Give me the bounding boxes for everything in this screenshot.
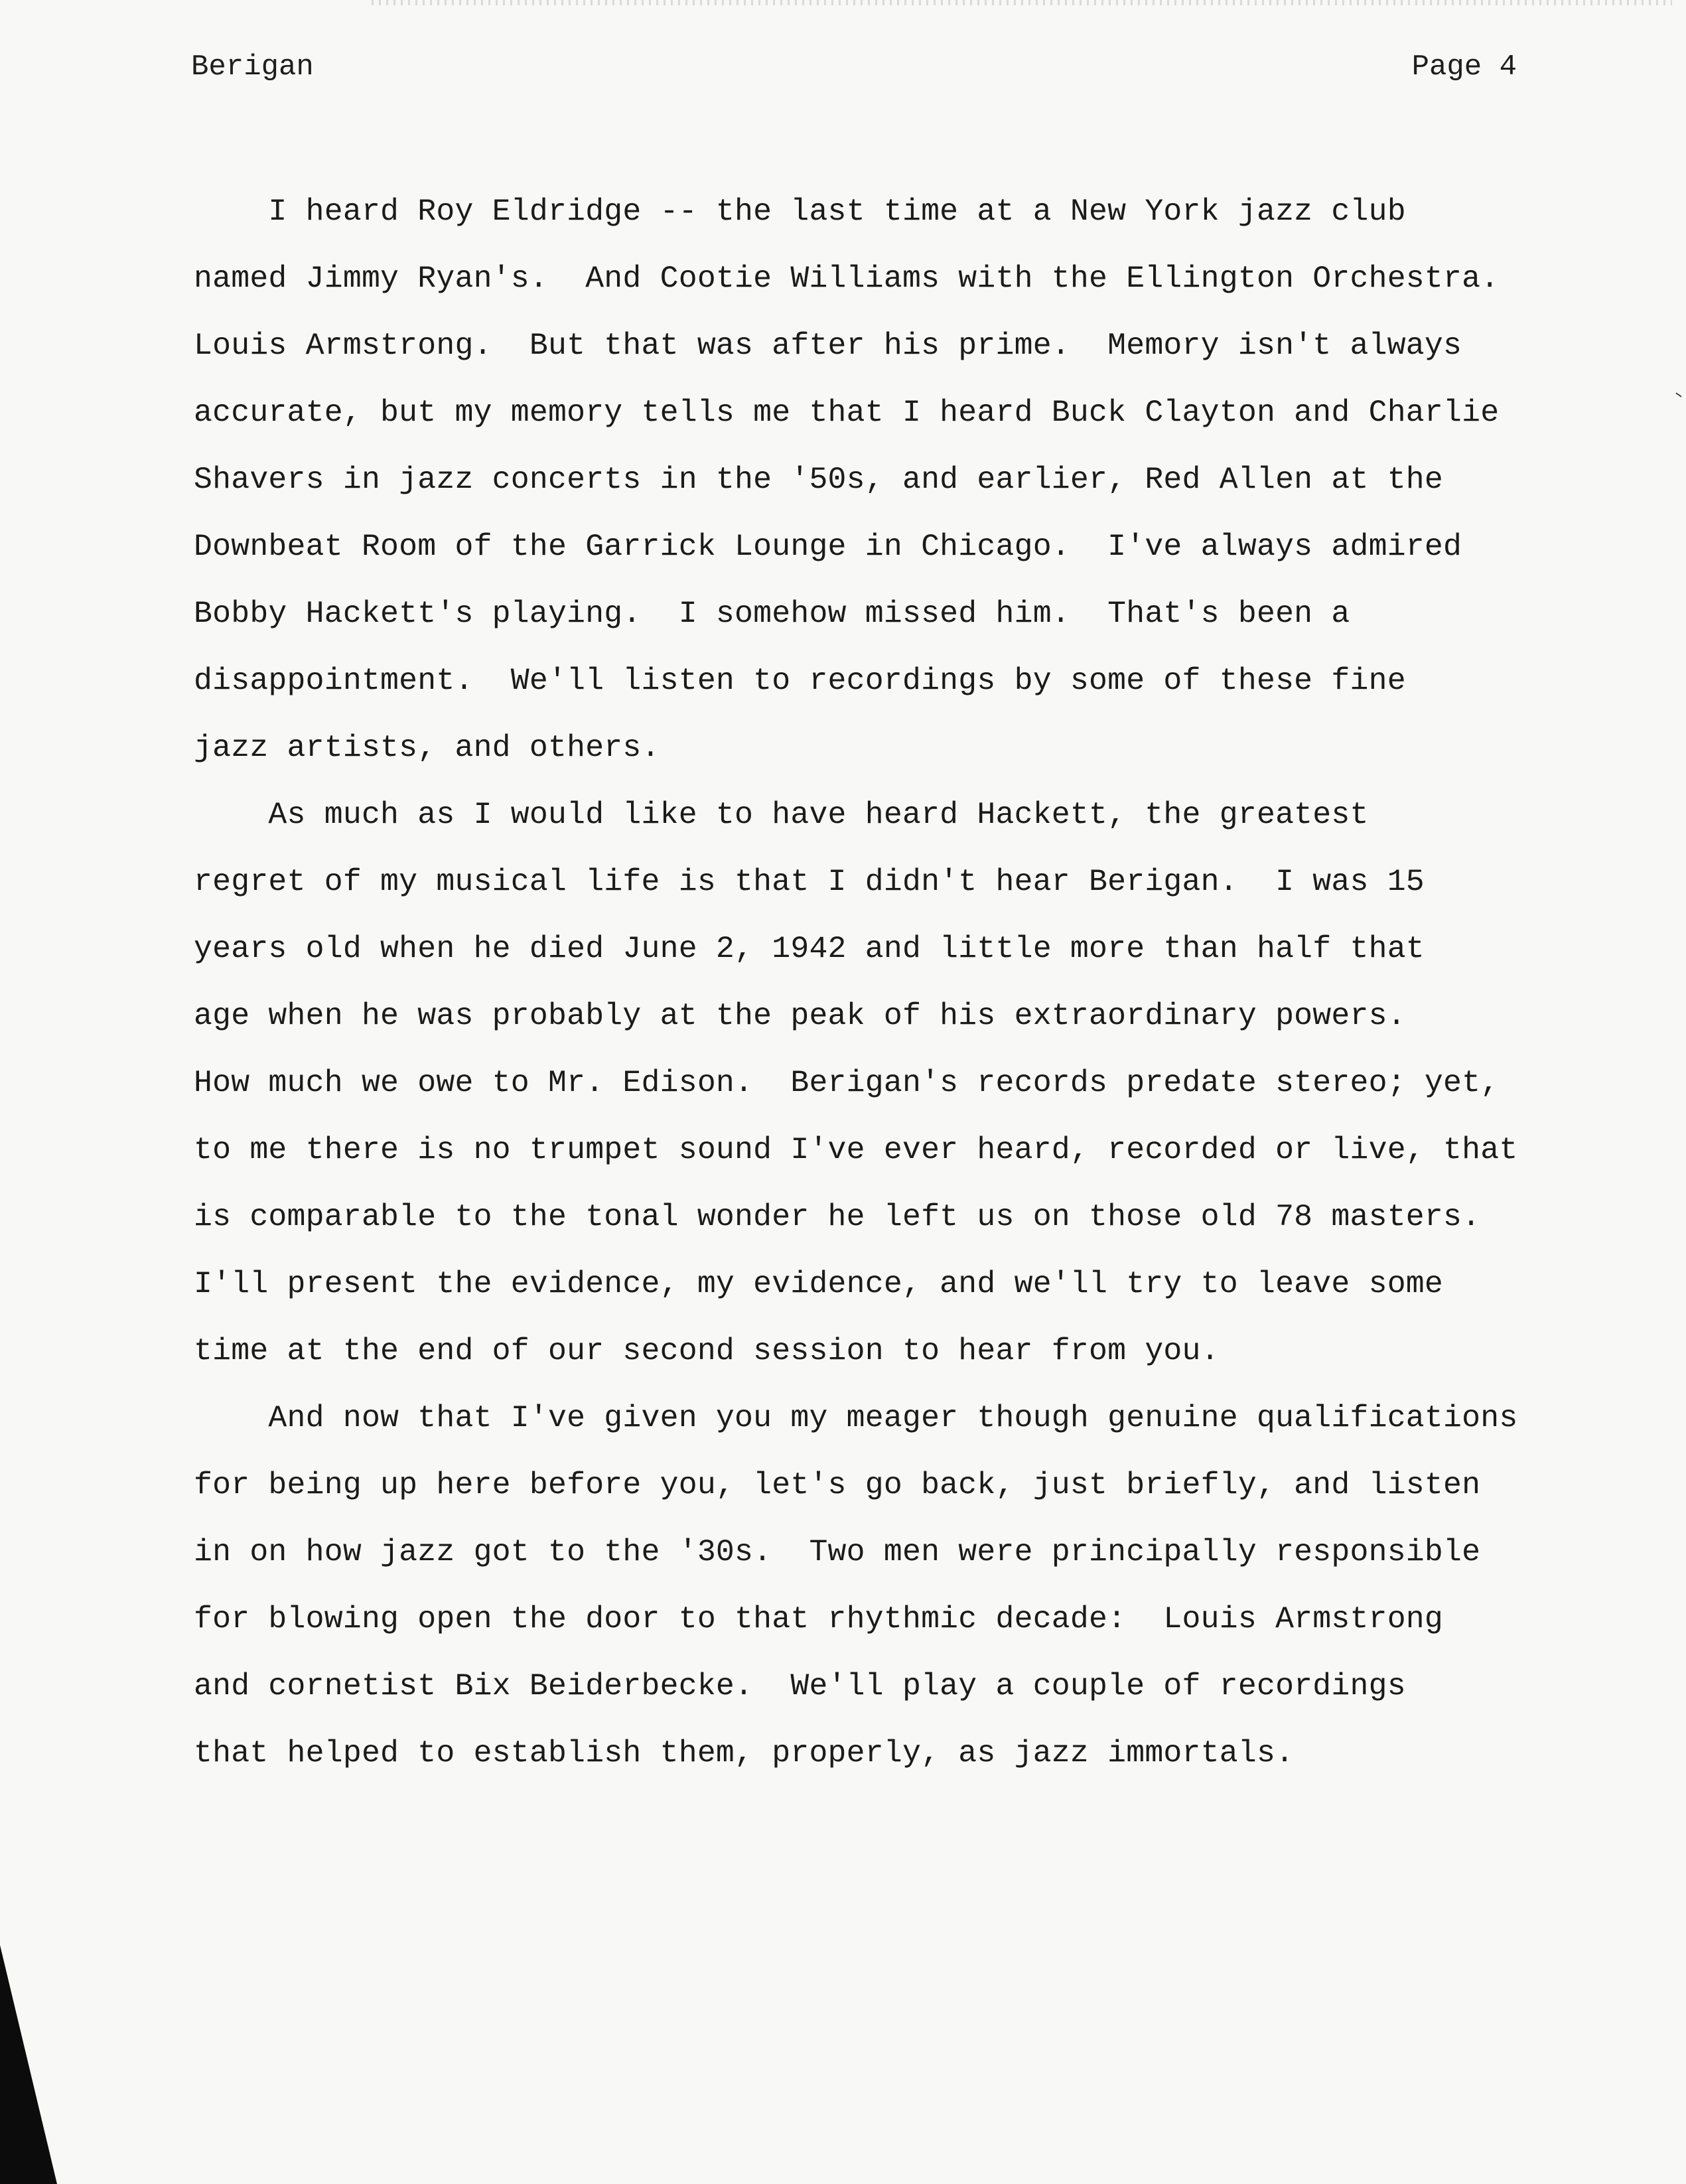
text-line: As much as I would like to have heard Hackett, the greatest bbox=[194, 797, 1369, 832]
text-line: And now that I've given you my meager though genuine qualifications bbox=[194, 1400, 1518, 1435]
scan-edge-noise bbox=[372, 0, 1672, 5]
text-line: I'll present the evidence, my evidence, and we'll try to leave some bbox=[194, 1266, 1444, 1301]
text-line: to me there is no trumpet sound I've ever heard, recorded or live, that bbox=[194, 1132, 1518, 1167]
text-line: years old when he died June 2, 1942 and little more than half that bbox=[194, 931, 1425, 966]
paragraph-2 bbox=[194, 781, 1673, 1384]
scan-corner-shadow bbox=[0, 1945, 57, 2184]
header-title: Berigan bbox=[191, 50, 314, 84]
text-line: in on how jazz got to the '30s. Two men were principally responsible bbox=[194, 1534, 1481, 1569]
text-line: Bobby Hackett's playing. I somehow missed him. That's been a bbox=[194, 596, 1350, 631]
paragraph-3 bbox=[194, 1384, 1673, 1786]
text-line: named Jimmy Ryan's. And Cootie Williams with the Ellington Orchestra. bbox=[194, 261, 1500, 296]
text-line: How much we owe to Mr. Edison. Berigan's records predate stereo; yet, bbox=[194, 1065, 1500, 1100]
scan-mark bbox=[1675, 392, 1681, 397]
text-line: Louis Armstrong. But that was after his prime. Memory isn't always bbox=[194, 328, 1462, 363]
body-text bbox=[194, 178, 1673, 1786]
text-line: is comparable to the tonal wonder he left us on those old 78 masters. bbox=[194, 1199, 1481, 1234]
text-line: age when he was probably at the peak of his extraordinary powers. bbox=[194, 998, 1406, 1033]
page-number: Page 4 bbox=[1411, 50, 1517, 84]
text-line: and cornetist Bix Beiderbecke. We'll play a couple of recordings bbox=[194, 1668, 1406, 1704]
text-line: disappointment. We'll listen to recordings by some of these fine bbox=[194, 663, 1406, 698]
paragraph-1 bbox=[194, 178, 1673, 781]
text-line: Shavers in jazz concerts in the '50s, and earlier, Red Allen at the bbox=[194, 462, 1444, 497]
text-line: for blowing open the door to that rhythmic decade: Louis Armstrong bbox=[194, 1601, 1444, 1637]
text-line: I heard Roy Eldridge -- the last time at a New York jazz club bbox=[194, 194, 1406, 229]
text-line: for being up here before you, let's go back, just briefly, and listen bbox=[194, 1467, 1481, 1502]
text-line: that helped to establish them, properly, as jazz immortals. bbox=[194, 1735, 1295, 1771]
page-header bbox=[191, 50, 1517, 90]
text-line: Downbeat Room of the Garrick Lounge in Chicago. I've always admired bbox=[194, 529, 1462, 564]
text-line: regret of my musical life is that I didn't hear Berigan. I was 15 bbox=[194, 864, 1425, 899]
text-line: accurate, but my memory tells me that I heard Buck Clayton and Charlie bbox=[194, 395, 1500, 430]
text-line: jazz artists, and others. bbox=[194, 730, 660, 765]
text-line: time at the end of our second session to hear from you. bbox=[194, 1333, 1220, 1368]
